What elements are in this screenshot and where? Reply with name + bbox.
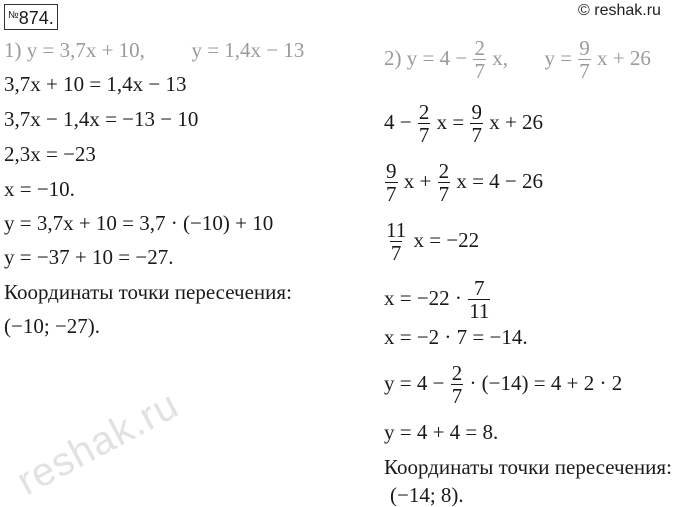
part2-step-6: x = −2 · 7 = −14. [384, 325, 528, 349]
part1-step-6: y = −37 + 10 = −27. [4, 245, 174, 269]
part1-step-4: x = −10. [4, 177, 75, 201]
part1-system [4, 38, 304, 62]
part2-answer: (−14; 8). [390, 483, 464, 507]
part2-label: 2) [384, 45, 402, 70]
part2-s1-c: y = [544, 45, 573, 70]
part1-answer-label: Координаты точки пересечения: [4, 280, 292, 304]
number-sign: № [8, 10, 19, 21]
part2-step-4: $\frac{11}{7}$ x = −22 [386, 218, 480, 265]
part2-s1-b: x, [492, 45, 508, 70]
part2-s1-d: x + 26 [597, 45, 651, 70]
part2-step-8: y = 4 + 4 = 8. [384, 420, 499, 444]
fraction-9-7: $\frac{9}{7}$ [471, 100, 482, 147]
fraction-2-7: $\frac{2}{7}$ [474, 36, 485, 83]
problem-number: 874. [18, 8, 54, 28]
part1-eq-b: y = 1,4x − 13 [191, 38, 305, 62]
part1-step-5: y = 3,7x + 10 = 3,7 · (−10) + 10 [4, 211, 274, 235]
fraction-7-11: $\frac{7}{11}$ [469, 276, 490, 323]
watermark: reshak.ru [10, 382, 186, 504]
part2-answer-label: Координаты точки пересечения: [384, 455, 672, 479]
fraction-9-7: $\frac{9}{7}$ [386, 159, 397, 206]
part1-step-2: 3,7x − 1,4x = −13 − 10 [4, 107, 199, 131]
fraction-9-7: $\frac{9}{7}$ [579, 36, 590, 83]
fraction-2-7: $\frac{2}{7}$ [451, 361, 463, 408]
part2-step-2: 4 − $\frac{2}{7}$ x = $\frac{9}{7}$ x + 26 [384, 100, 544, 147]
fraction-2-7: $\frac{2}{7}$ [438, 159, 450, 206]
part2-step-7: y = 4 − $\frac{2}{7}$ · (−14) = 4 + 2 · 2 [384, 361, 623, 408]
fraction-2-7: $\frac{2}{7}$ [418, 100, 430, 147]
part2-step-3: $\frac{9}{7}$ x + $\frac{2}{7}$ x = 4 − 26 [386, 159, 544, 206]
fraction-11-7: $\frac{11}{7}$ [386, 218, 407, 265]
site-credit: © reshak.ru [578, 2, 661, 19]
problem-number-badge [4, 4, 58, 30]
part1-answer: (−10; −27). [4, 314, 101, 338]
part1-step-1: 3,7x + 10 = 1,4x − 13 [4, 72, 187, 96]
part1-eq-a: y = 3,7x + 10, [26, 38, 145, 62]
part2-system [384, 38, 651, 82]
part1-step-3: 2,3x = −23 [4, 142, 96, 166]
part2-step-5: x = −22 · $\frac{7}{11}$ [384, 276, 490, 323]
part1-label: 1) [4, 38, 22, 62]
part2-s1-a: y = 4 − [406, 45, 468, 70]
